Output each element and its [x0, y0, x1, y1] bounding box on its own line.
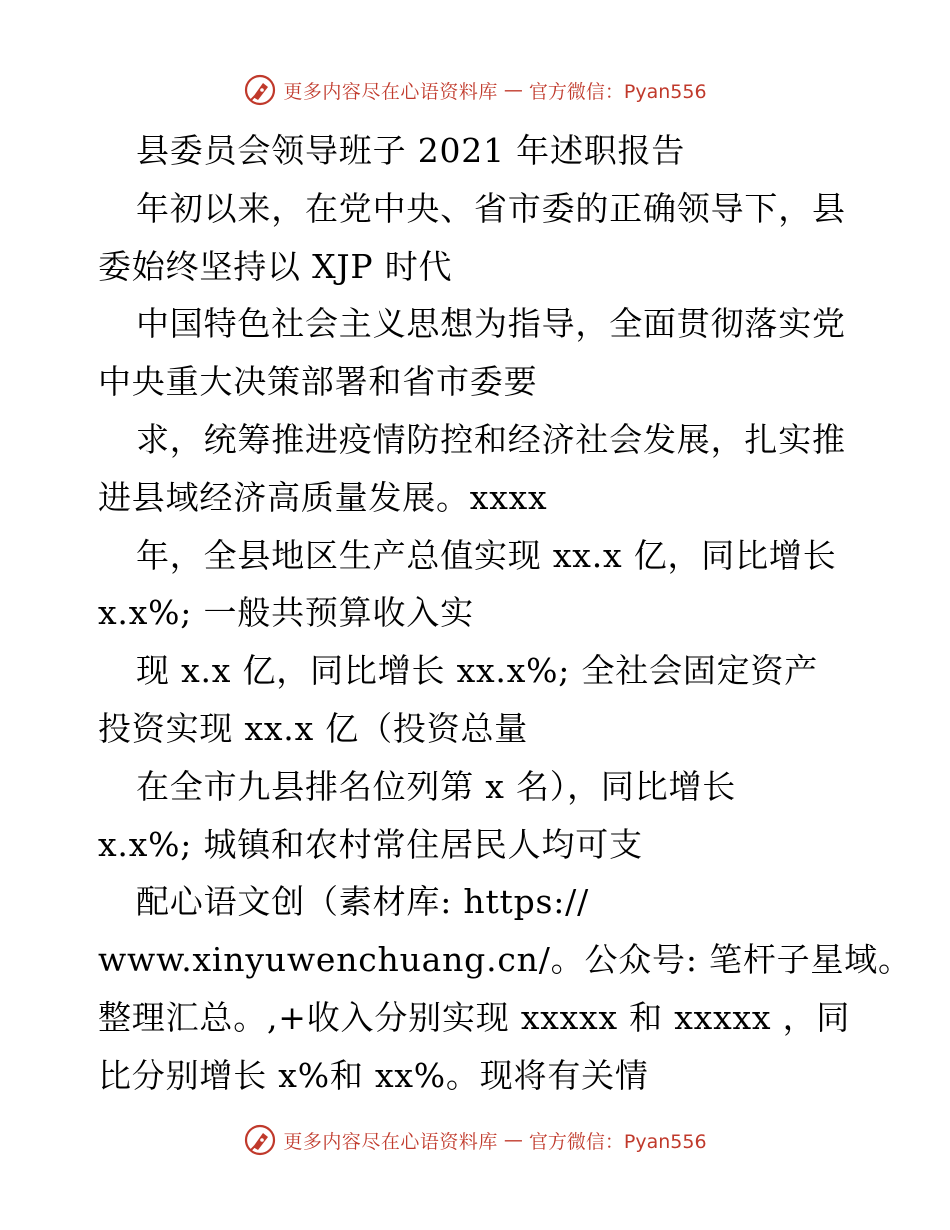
paragraph-line: 配心语文创（素材库: https://	[136, 882, 589, 922]
watermark-text: 更多内容尽在心语资料库	[283, 80, 498, 103]
document-title: 县委员会领导班子 2021 年述职报告	[136, 131, 686, 170]
watermark-wechat: 官方微信：Pyan556	[528, 80, 707, 103]
document-body	[98, 122, 912, 1105]
pen-nib-logo-icon	[243, 1123, 277, 1157]
paragraph-line: 委始终坚持以 XJP 时代	[98, 246, 453, 286]
watermark-wechat: 官方微信：Pyan556	[528, 1130, 707, 1153]
paragraph-line: 投资实现 xx.x 亿（投资总量	[98, 708, 529, 748]
paragraph-line: 进县域经济高质量发展。xxxx	[98, 477, 548, 517]
pen-nib-logo-icon	[243, 73, 277, 107]
watermark-separator: —	[503, 79, 523, 101]
watermark-separator: —	[503, 1129, 523, 1151]
paragraph-line: 年，全县地区生产总值实现 xx.x 亿，同比增长	[136, 535, 837, 575]
paragraph-line: 中国特色社会主义思想为指导，全面贯彻落实党	[136, 304, 846, 344]
paragraph-line: 年初以来，在党中央、省市委的正确领导下，县	[136, 188, 846, 228]
watermark-text: 更多内容尽在心语资料库	[283, 1130, 498, 1153]
paragraph-line: 求，统筹推进疫情防控和经济社会发展，扎实推	[136, 419, 846, 459]
paragraph-line: 在全市九县排名位列第 x 名），同比增长	[136, 766, 737, 806]
paragraph-line: 中央重大决策部署和省市委要	[98, 362, 538, 402]
paragraph-line: 现 x.x 亿，同比增长 xx.x%; 全社会固定资产	[136, 651, 819, 691]
paragraph-line: 整理汇总。,+收入分别实现 xxxxx 和 xxxxx ，同	[98, 997, 851, 1037]
paragraph-line: www.xinyuwenchuang.cn/。公众号: 笔杆子星域。	[98, 940, 912, 980]
paragraph-line: 比分别增长 x%和 xx%。现将有关情	[98, 1055, 649, 1095]
paragraph-line: x.x%; 一般共预算收入实	[98, 593, 474, 633]
header-watermark	[0, 70, 950, 110]
paragraph-line: x.x%; 城镇和农村常住居民人均可支	[98, 824, 643, 864]
footer-watermark	[0, 1120, 950, 1160]
